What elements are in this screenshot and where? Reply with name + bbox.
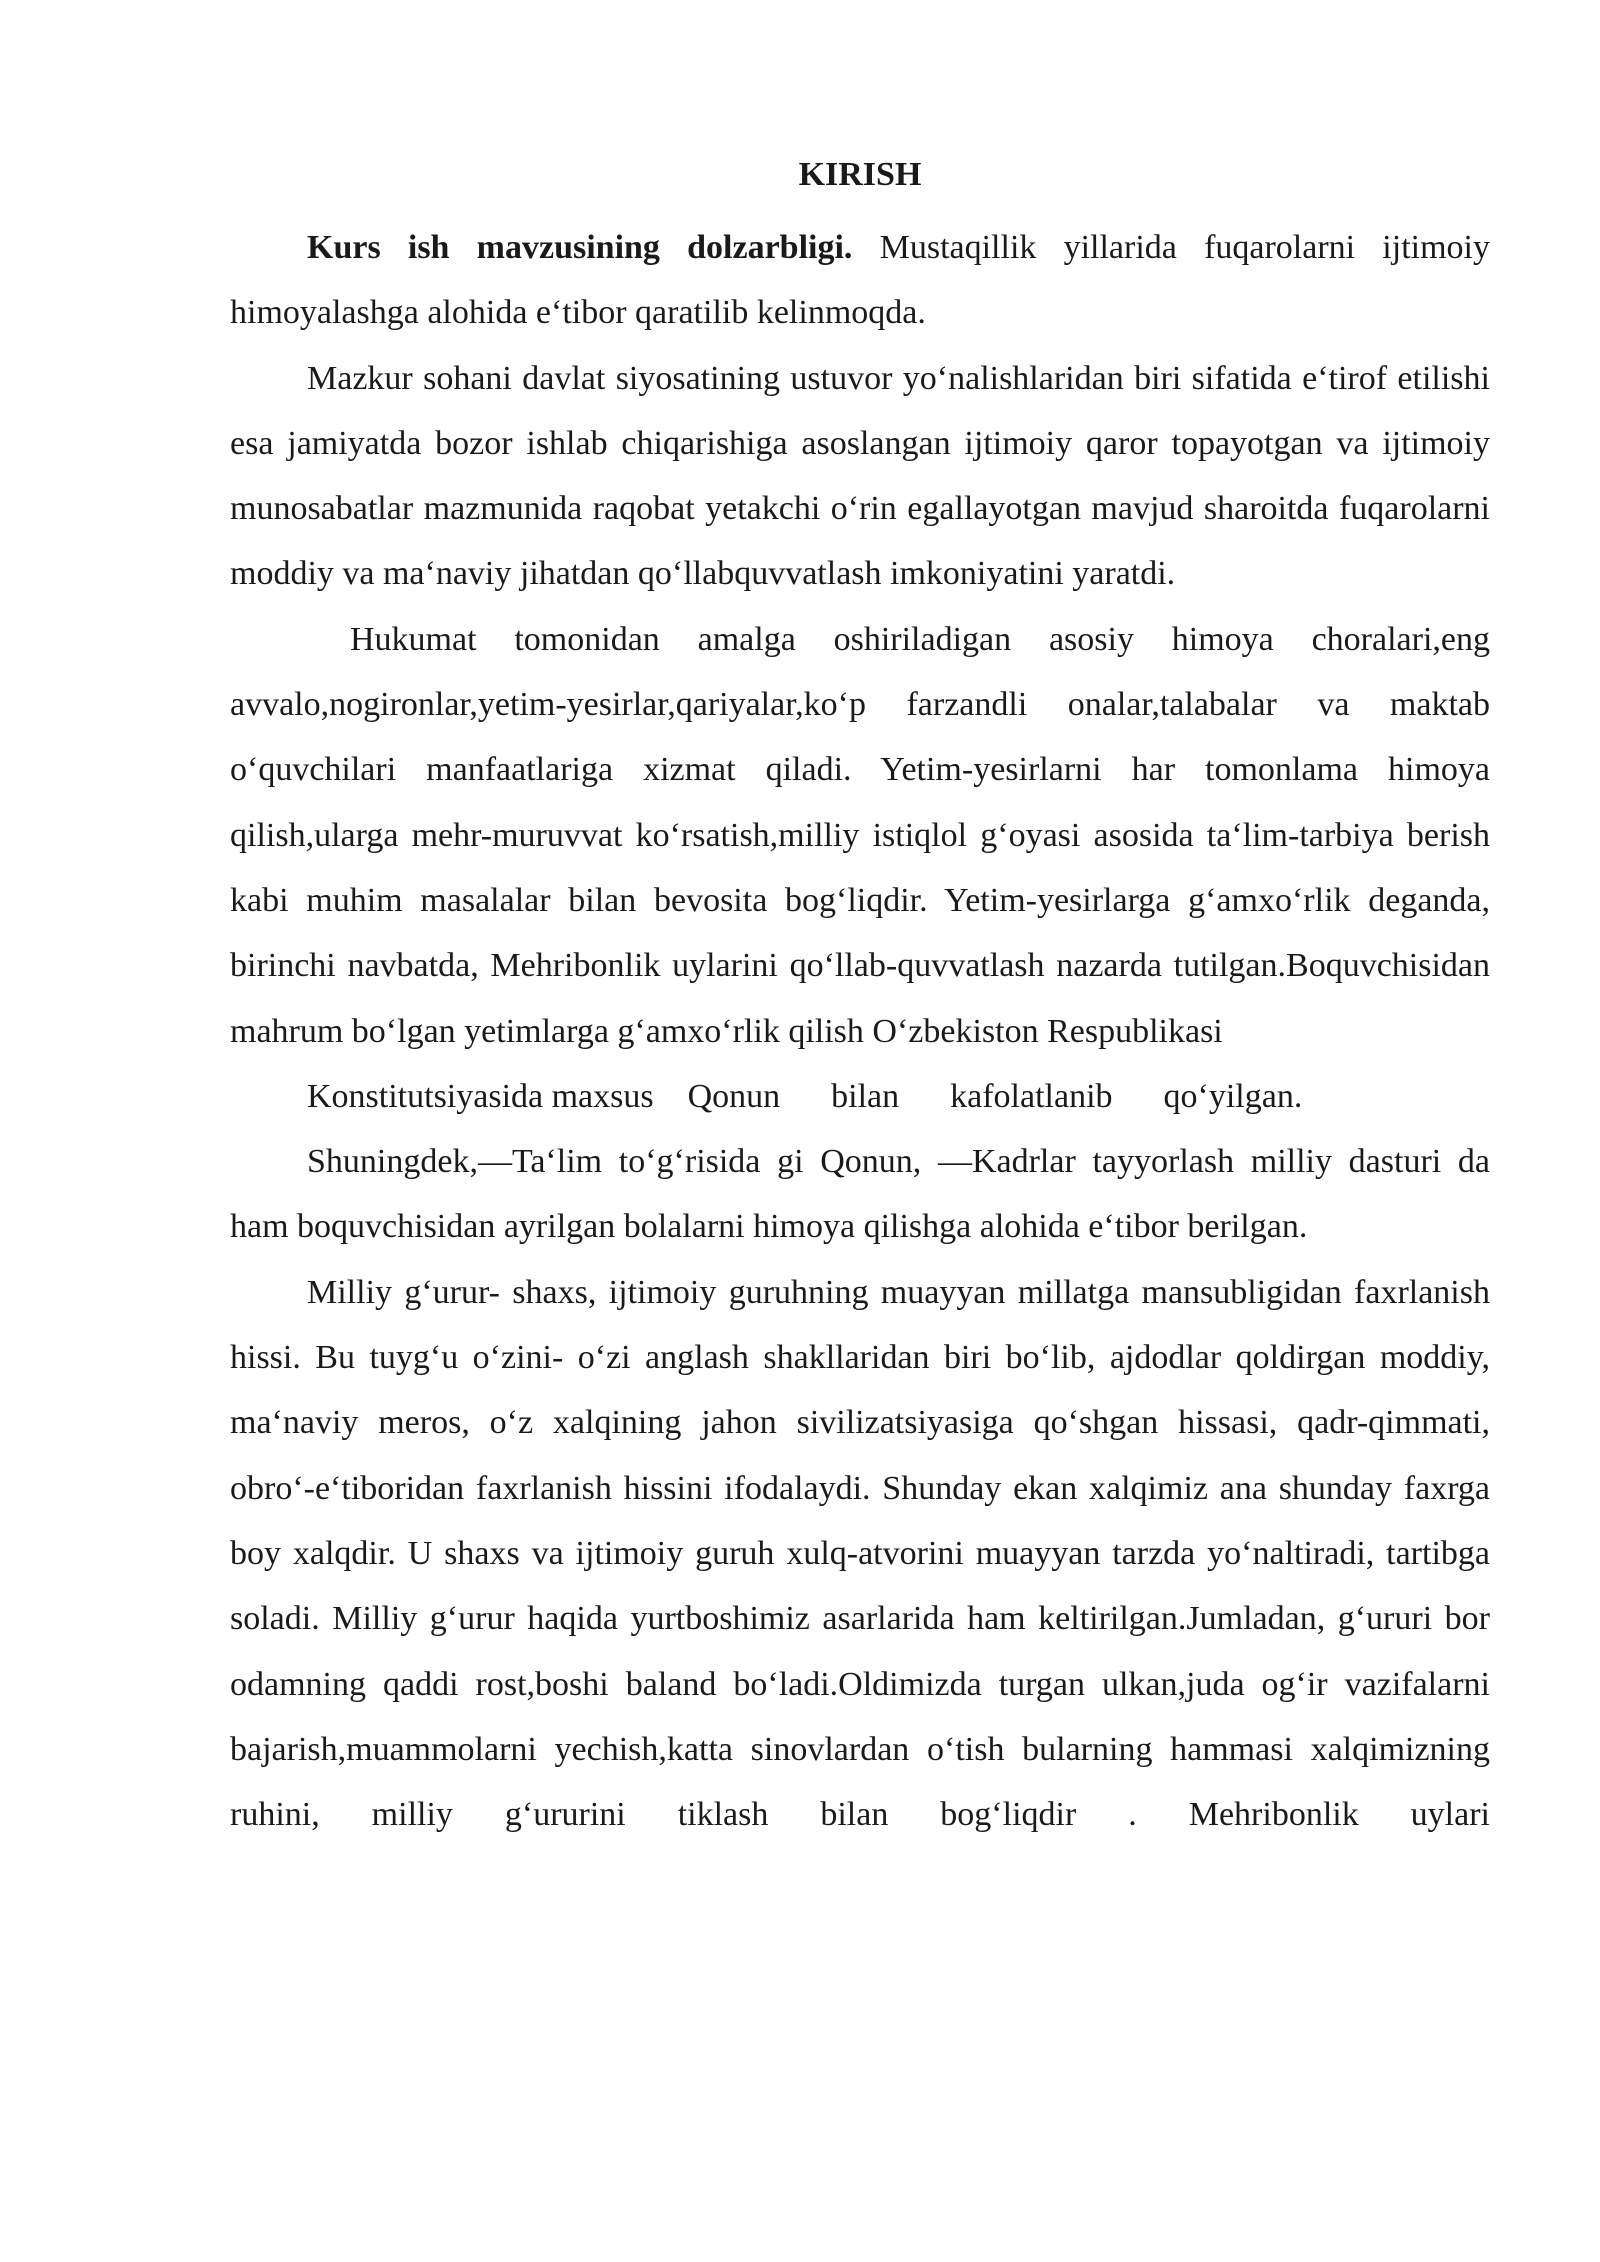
paragraph-text: Hukumat tomonidan amalga oshiriladigan asosiy himoya choralari,eng avvalo,nogironlar,yetim-yesirlar,qariyalar,ko‘p farzandli onalar,talabalar va maktab o‘quvchilari manfaatlariga xizmat qiladi. Yetim-yesirlarni har tomonlama himoya qilish,ularga mehr-muruvvat ko‘rsatish,milliy istiqlol g‘oyasi asosida ta‘lim-tarbiya berish kabi muhim masalalar bilan bevosita bog‘liqdir. Yetim-yesirlarga g‘amxo‘rlik deganda, birinchi navbatda, Mehribonlik uylarini qo‘llab-quvvatlash nazarda tutilgan.Boquvchisidan mahrum bo‘lgan yetimlarga g‘amxo‘rlik qilish O‘zbekiston Respublikasi (230, 620, 1490, 1050)
page-title: KIRISH (798, 156, 922, 193)
paragraph-policy (230, 346, 1490, 607)
page-content (230, 150, 1490, 1847)
paragraph-government-measures (230, 607, 1490, 1064)
paragraph-constitution (230, 1064, 1490, 1129)
paragraph-education-law (230, 1129, 1490, 1260)
paragraph-text: Milliy g‘urur- shaxs, ijtimoiy guruhning muayyan millatga mansubligidan faxrlanish hissi. Bu tuyg‘u o‘zini- o‘zi anglash shakllaridan biri bo‘lib, ajdodlar qoldirgan moddiy, ma‘naviy meros, o‘z xalqining jahon sivilizatsiyasiga qo‘shgan hissasi, qadr-qimmati, obro‘-e‘tiboridan faxrlanish hissini ifodalaydi. Shunday ekan xalqimiz ana shunday faxrga boy xalqdir. U shaxs va ijtimoiy guruh xulq-atvorini muayyan tarzda yo‘naltiradi, tartibga soladi. Milliy g‘urur haqida yurtboshimiz asarlarida ham keltirilgan.Jumladan, g‘ururi bor odamning qaddi rost,boshi baland bo‘ladi.Oldimizda turgan ulkan,juda og‘ir vazifalarni bajarish,muammolarni yechish,katta sinovlardan o‘tish bularning hammasi xalqimizning ruhini, milliy g‘ururini tiklash bilan bog‘liqdir . Mehribonlik uylari (230, 1273, 1490, 1834)
paragraph-text: Konstitutsiyasida maxsus Qonun bilan kafolatlanib qo‘yilgan. (307, 1077, 1303, 1115)
paragraph-national-pride (230, 1260, 1490, 1848)
paragraph-lead: Kurs ish mavzusining dolzarbligi. (307, 229, 853, 266)
paragraph-relevance (230, 215, 1490, 346)
paragraph-text: Mazkur sohani davlat siyosatining ustuvor yo‘nalishlaridan biri sifatida e‘tirof etilishi esa jamiyatda bozor ishlab chiqarishiga asoslangan ijtimoiy qaror topayotgan va ijtimoiy munosabatlar mazmunida raqobat yetakchi o‘rin egallayotgan mavjud sharoitda fuqarolarni moddiy va ma‘naviy jihatdan qo‘llabquvvatlash imkoniyatini yaratdi. (230, 359, 1490, 593)
paragraph-text: Mustaqillik yillarida fuqarolarni ijtimoiy himoyalashga alohida e‘tibor qaratilib kelinmoqda. (230, 229, 1490, 332)
paragraph-text: Shuningdek,—Ta‘lim to‘g‘risida gi Qonun, —Kadrlar tayyorlash milliy dasturi da ham boquvchisidan ayrilgan bolalarni himoya qilishga alohida e‘tibor berilgan. (230, 1143, 1490, 1246)
